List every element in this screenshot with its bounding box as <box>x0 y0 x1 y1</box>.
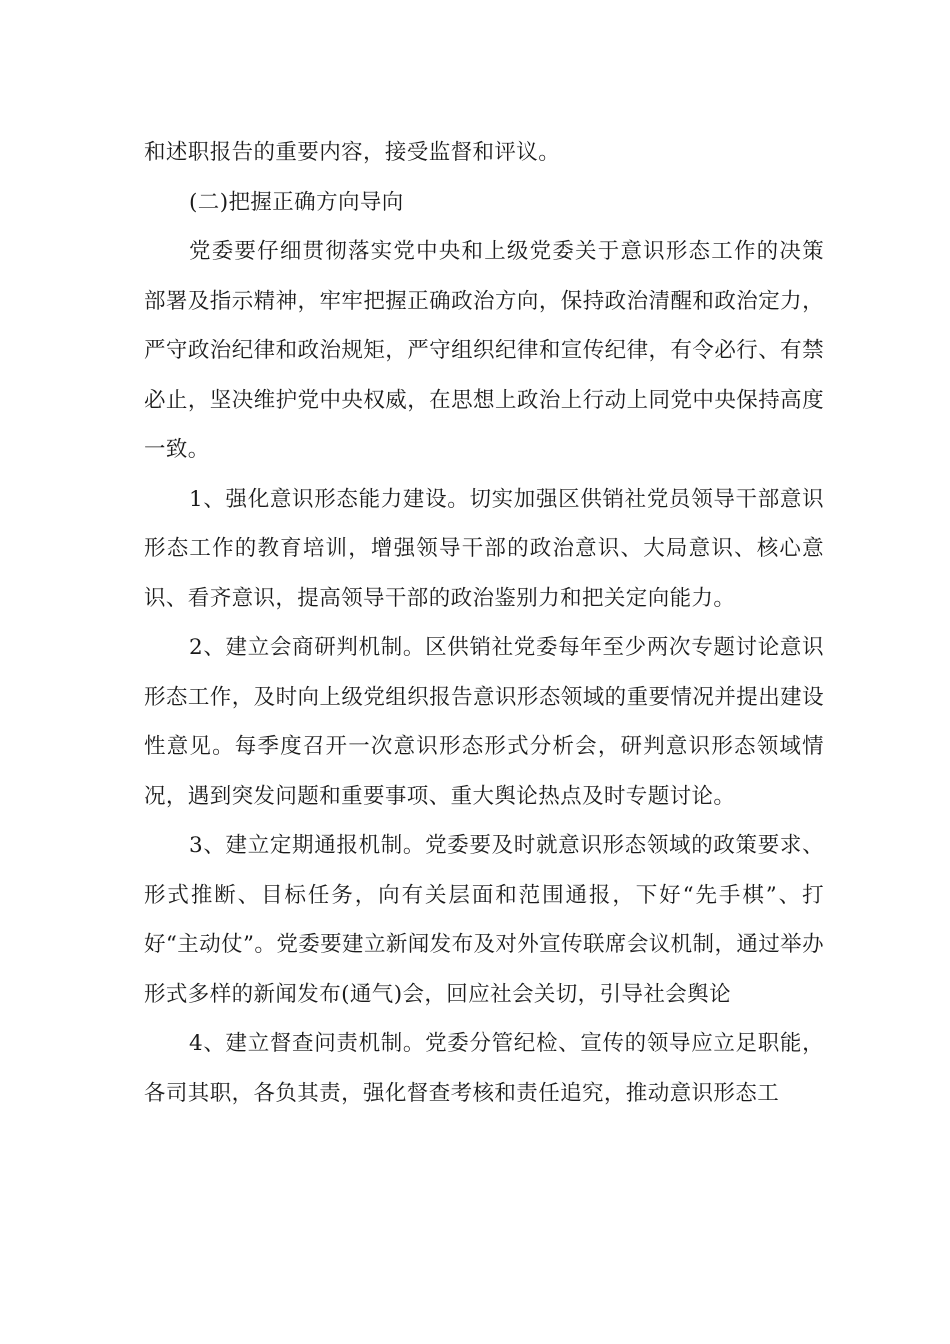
section-heading: (二)把握正确方向导向 <box>189 189 404 215</box>
paragraph-intro: 党委要仔细贯彻落实党中央和上级党委关于意识形态工作的决策部署及指示精神，牢牢把握正确政治方向，保持政治清醒和政治定力，严守政治纪律和政治规矩，严守组织纪律和宣传纪律，有令必行、有禁必止，坚决维护党中央权威，在思想上政治上行动上同党中央保持高度一致。 <box>144 239 824 462</box>
paragraph-item-2: 2、建立会商研判机制。区供销社党委每年至少两次专题讨论意识形态工作，及时向上级党组织报告意识形态领域的重要情况并提出建设性意见。每季度召开一次意识形态形式分析会，研判意识形态领域情况，遇到突发问题和重要事项、重大舆论热点及时专题讨论。 <box>144 635 824 809</box>
paragraph-item-3: 3、建立定期通报机制。党委要及时就意识形态领域的政策要求、形式推断、目标任务，向有关层面和范围通报，下好“先手棋”、打好“主动仗”。党委要建立新闻发布及对外宣传联席会议机制，通过举办形式多样的新闻发布(通气)会，回应社会关切，引导社会舆论 <box>144 833 824 1007</box>
document-body <box>144 128 824 1118</box>
paragraph-continuation: 和述职报告的重要内容，接受监督和评议。 <box>144 140 561 165</box>
paragraph-item-1: 1、强化意识形态能力建设。切实加强区供销社党员领导干部意识形态工作的教育培训，增强领导干部的政治意识、大局意识、核心意识、看齐意识，提高领导干部的政治鉴别力和把关定向能力。 <box>144 486 824 611</box>
paragraph-item-4: 4、建立督查问责机制。党委分管纪检、宣传的领导应立足职能，各司其职，各负其责，强化督查考核和责任追究，推动意识形态工 <box>144 1031 824 1106</box>
